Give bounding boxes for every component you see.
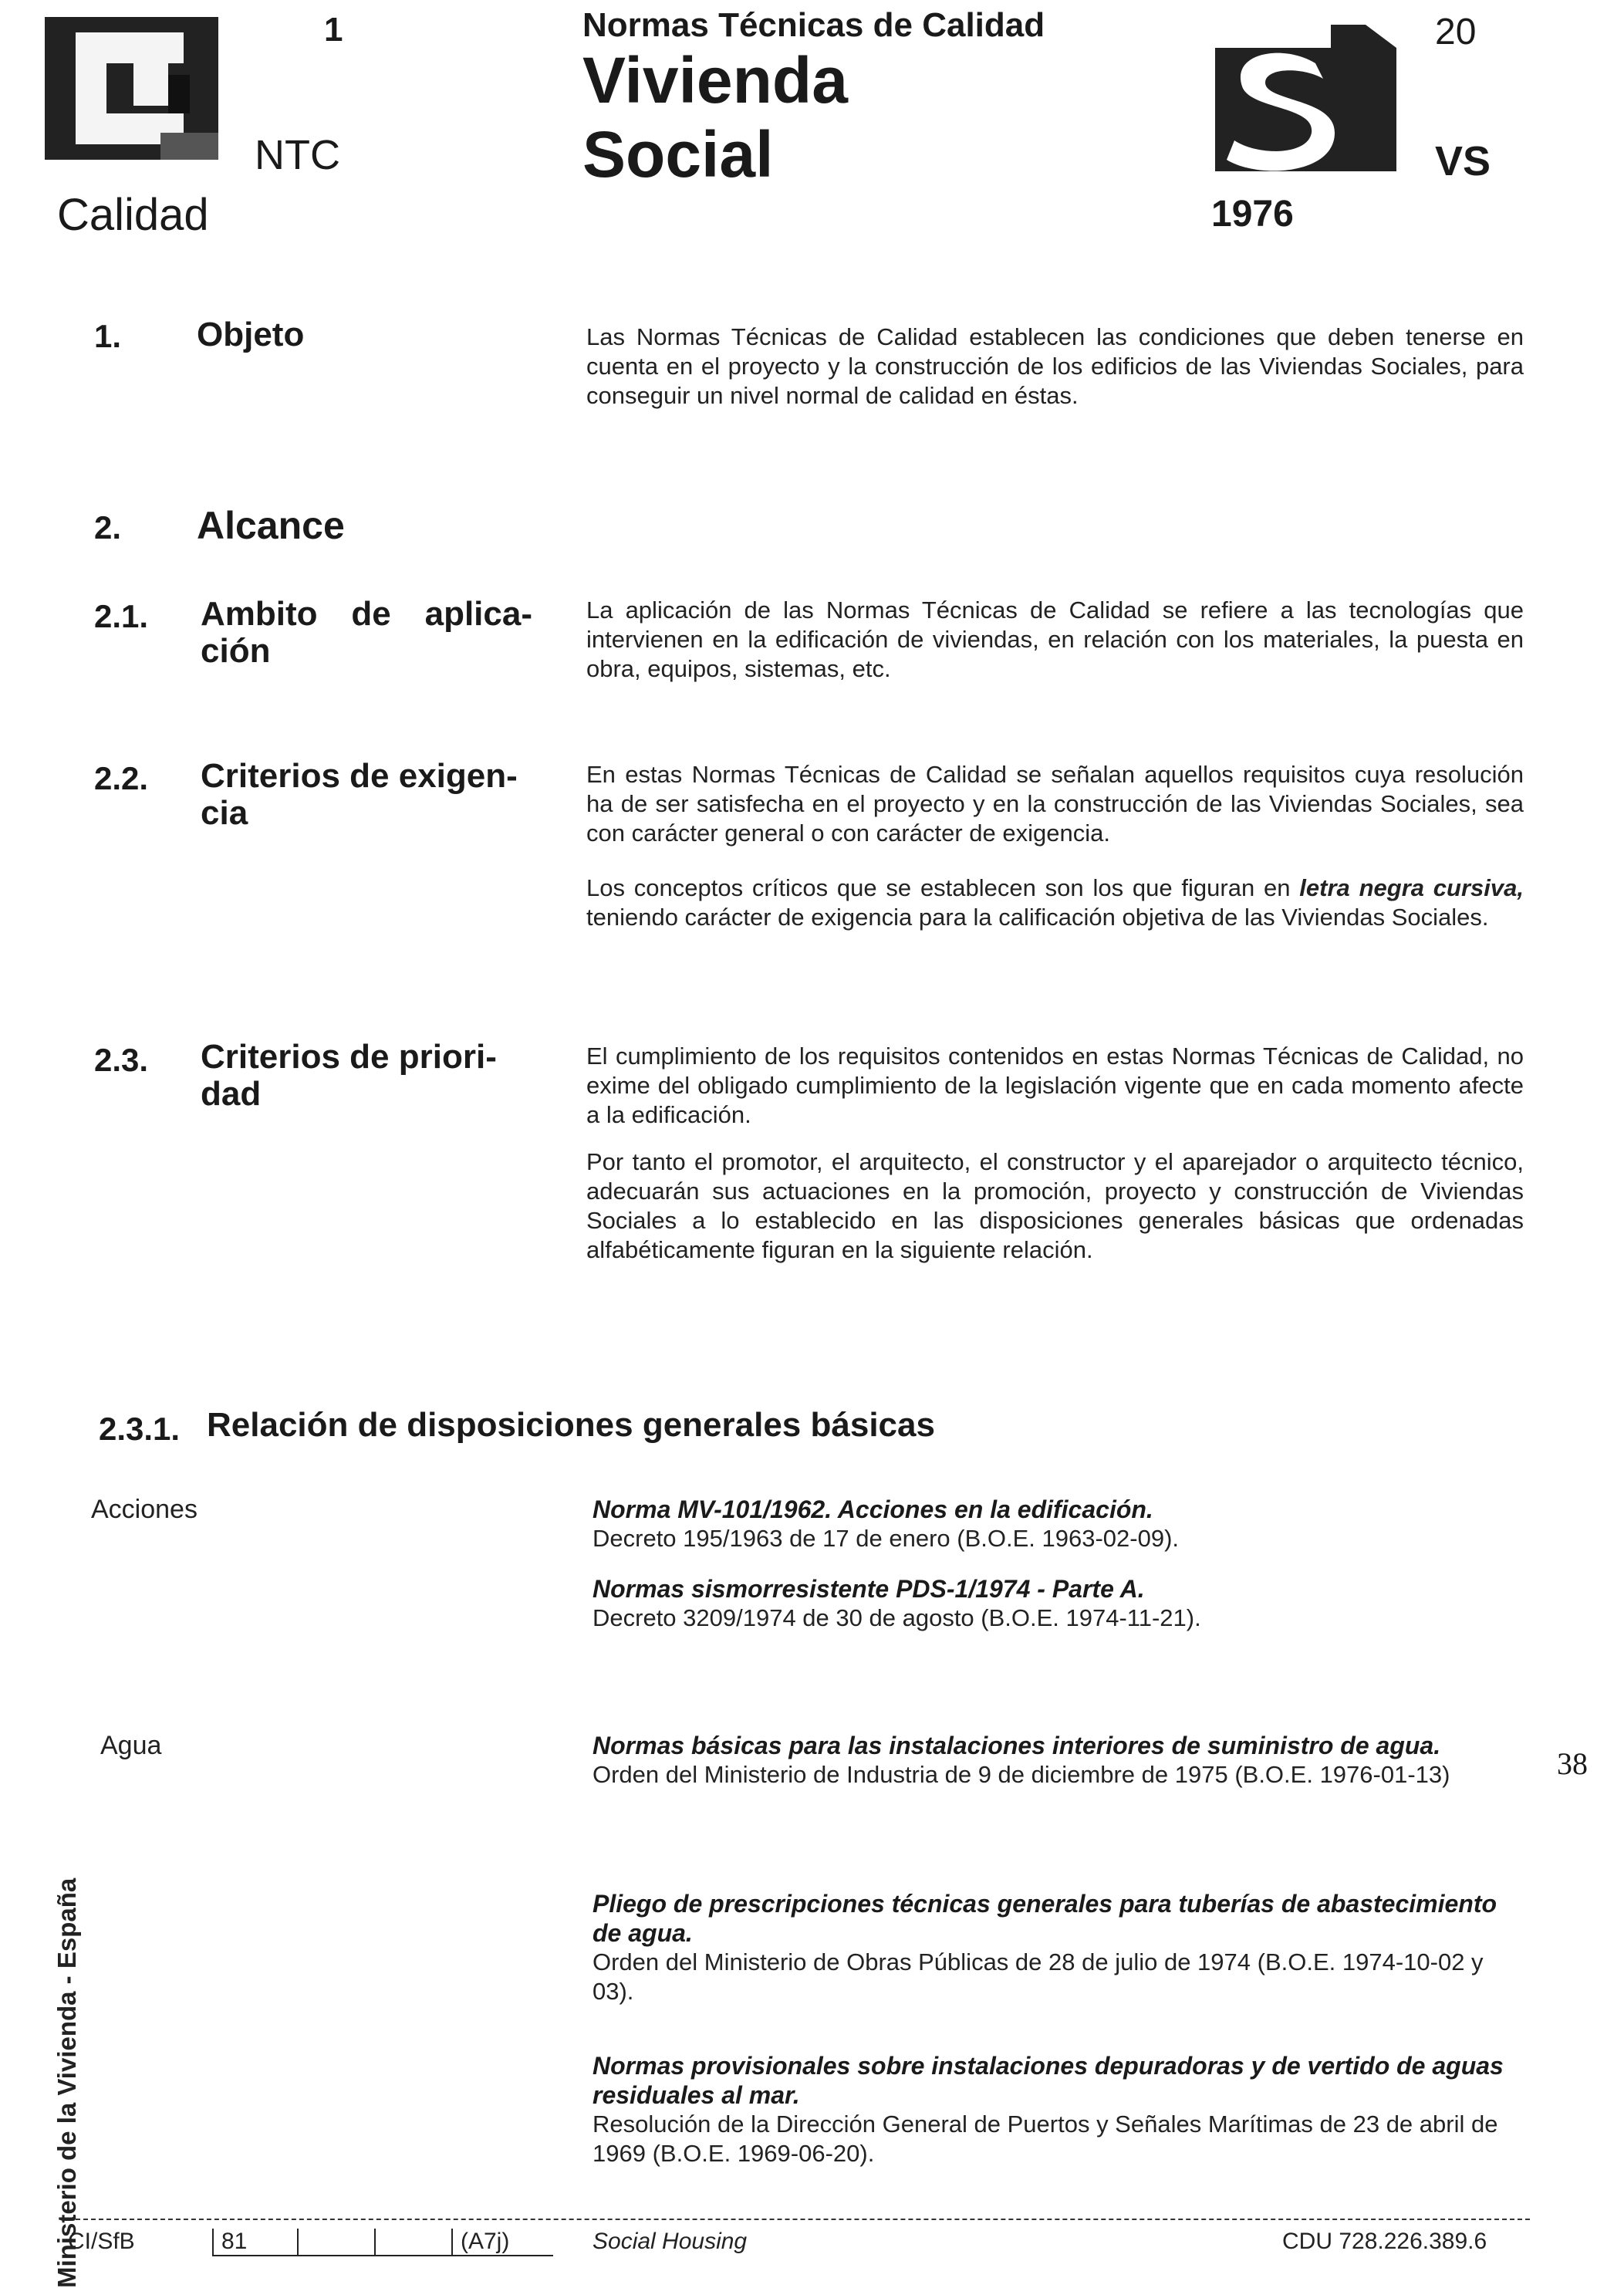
regulation-title: Normas básicas para las instalaciones interiores de suministro de agua. — [593, 1732, 1441, 1759]
footer-cisfb: CI/SfB — [68, 2229, 135, 2254]
list-item — [593, 1495, 1526, 1553]
page-title-line2: Social — [582, 118, 774, 191]
footer-cdu: CDU 728.226.389.6 — [1282, 2229, 1487, 2254]
list-item — [593, 1574, 1526, 1633]
regulation-title: Norma MV-101/1962. Acciones en la edificación. — [593, 1495, 1153, 1523]
footer-box-empty-2 — [374, 2229, 453, 2256]
regulation-description: Decreto 195/1963 de 17 de enero (B.O.E. 1963-02-09). — [593, 1525, 1179, 1552]
list-item — [593, 1731, 1526, 1790]
footer-box-81: 81 — [212, 2229, 314, 2256]
section-number-objeto: 1. — [94, 318, 122, 354]
exigencia-text-part-b: teniendo carácter de exigencia para la calificación objetiva de las Viviendas Sociales. — [586, 904, 1489, 931]
footer-box-a7j: (A7j) — [451, 2229, 553, 2256]
regulation-title: Pliego de prescripciones técnicas generales para tuberías de abastecimiento de agua. — [593, 1890, 1497, 1947]
header-year: 1976 — [1211, 194, 1294, 235]
side-label: Ministerio de la Vivienda - España — [52, 1877, 81, 2288]
section-number-exigencia: 2.2. — [94, 760, 149, 796]
section-title-alcance: Alcance — [197, 504, 345, 547]
section-title-prioridad: Criterios de priori-dad — [201, 1038, 497, 1113]
regulation-description: Decreto 3209/1974 de 30 de agosto (B.O.E. 1974-11-21). — [593, 1604, 1201, 1631]
list-item — [593, 2051, 1526, 2168]
section-text-exigencia-1: En estas Normas Técnicas de Calidad se señalan aquellos requisitos cuya resolución ha de ser satisfecha en el proyecto y en la construcción de las Viviendas Sociales, sea con carácter general o con carácter de exigencia. — [586, 761, 1524, 847]
section-text-prioridad-1: El cumplimiento de los requisitos contenidos en estas Normas Técnicas de Calidad, no exime del obligado cumplimiento de la legislación vigente que en cada momento afecte a la edificación. — [586, 1043, 1524, 1128]
regulation-description: Orden del Ministerio de Industria de 9 de diciembre de 1975 (B.O.E. 1976-01-13) — [593, 1761, 1450, 1788]
section-text-exigencia-2 — [586, 874, 1524, 932]
ci-logo — [45, 17, 218, 160]
regulation-title: Normas sismorresistente PDS-1/1974 - Parte A. — [593, 1575, 1145, 1603]
section-text-objeto: Las Normas Técnicas de Calidad establecen las condiciones que deben tenerse en cuenta en el proyecto y la construcción de los edificios de las Viviendas Sociales, para conseguir un nivel normal de calidad en éstas. — [586, 323, 1524, 409]
header-normas: Normas Técnicas de Calidad — [582, 6, 1045, 44]
category-agua: Agua — [100, 1731, 162, 1760]
section-text-ambito: La aplicación de las Normas Técnicas de Calidad se refiere a las tecnologías que intervienen en la edificación de viviendas, en relación con los materiales, la puesta en obra, equipos, sistemas, etc. — [586, 597, 1524, 682]
s-logo — [1200, 17, 1404, 171]
list-item — [593, 1889, 1526, 2006]
section-title-relacion: Relación de disposiciones generales básicas — [207, 1406, 935, 1444]
header-right-number: 20 — [1435, 12, 1477, 52]
page-mark: 38 — [1557, 1746, 1588, 1781]
footer-box-empty-1 — [297, 2229, 376, 2256]
regulation-title: Normas provisionales sobre instalaciones depuradoras y de vertido de aguas residuales al mar. — [593, 2052, 1504, 2109]
header-calidad: Calidad — [57, 190, 209, 240]
exigencia-text-part-a: Los conceptos críticos que se establecen son los que figuran en — [586, 874, 1300, 901]
regulation-description: Orden del Ministerio de Obras Públicas de 28 de julio de 1974 (B.O.E. 1974-10-02 y 03). — [593, 1948, 1484, 2005]
exigencia-text-emphasis: letra negra cursiva, — [1299, 874, 1524, 901]
section-title-exigencia: Criterios de exigen-cia — [201, 757, 518, 832]
footer-divider — [76, 2219, 1530, 2220]
section-number-alcance: 2. — [94, 509, 122, 546]
section-number-ambito: 2.1. — [94, 598, 149, 634]
footer-social-housing: Social Housing — [593, 2229, 748, 2254]
regulation-description: Resolución de la Dirección General de Puertos y Señales Marítimas de 23 de abril de 1969 (B.O.E. 1969-06-20). — [593, 2111, 1498, 2167]
section-title-objeto: Objeto — [197, 316, 305, 353]
section-title-ambito: Ambito de aplica-ción — [201, 595, 532, 670]
category-acciones: Acciones — [91, 1495, 198, 1524]
section-number-prioridad: 2.3. — [94, 1042, 149, 1078]
header-ntc: NTC — [255, 132, 340, 178]
header-code: VS — [1435, 138, 1491, 184]
page-title-line1: Vivienda — [582, 44, 848, 117]
header-left-number: 1 — [324, 11, 343, 49]
section-text-prioridad-2: Por tanto el promotor, el arquitecto, el constructor y el aparejador o arquitecto técnico, adecuarán sus actuaciones en la promoción, proyecto y construcción de Viviendas Sociales a lo establecido en las disposiciones generales básicas que ordenadas alfabéticamente figuran en la siguiente relación. — [586, 1148, 1524, 1263]
section-number-relacion: 2.3.1. — [99, 1411, 181, 1447]
